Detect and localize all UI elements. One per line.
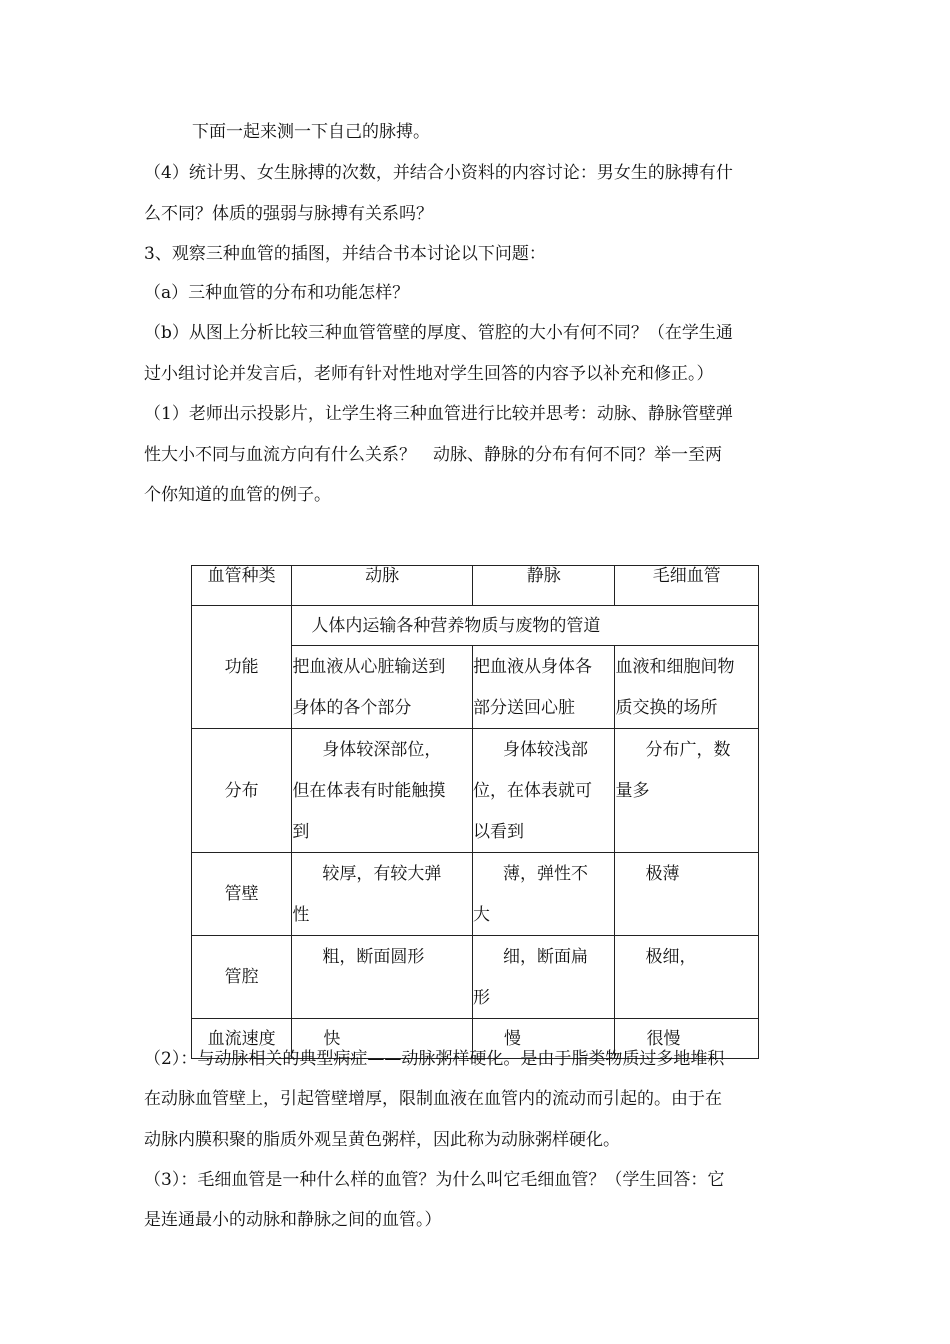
paragraph-section-3: 3、观察三种血管的插图，并结合书本讨论以下问题：	[144, 244, 546, 264]
wall-artery-cell: 较厚，有较大弹 性	[292, 853, 473, 936]
function-artery-cell: 把血液从心脏输送到 身体的各个部分	[292, 646, 473, 729]
paragraph-item-1-end: 个你知道的血管的例子。	[144, 485, 331, 505]
wall-capillary-cell: 极薄	[615, 853, 759, 936]
wall-vein-cell: 薄，弹性不 大	[472, 853, 615, 936]
speed-vein-cell: 慢	[472, 1019, 615, 1059]
table-row-lumen	[192, 936, 759, 1019]
paragraph-item-2-end: 动脉内膜积聚的脂质外观呈黄色粥样，因此称为动脉粥样硬化。	[144, 1130, 620, 1150]
paragraph-question-4-cont: 么不同？体质的强弱与脉搏有关系吗？	[144, 204, 433, 224]
header-artery: 动脉	[292, 566, 473, 606]
table-row-distribution	[192, 729, 759, 853]
paragraph-pulse-intro: 下面一起来测一下自己的脉搏。	[192, 122, 430, 142]
paragraph-question-a: （a）三种血管的分布和功能怎样？	[144, 283, 410, 303]
paragraph-item-1: （1）老师出示投影片，让学生将三种血管进行比较并思考：动脉、静脉管壁弹	[144, 404, 733, 424]
speed-artery-cell: 快	[292, 1019, 473, 1059]
paragraph-item-3-cont: 是连通最小的动脉和静脉之间的血管。）	[144, 1210, 442, 1230]
function-vein-cell: 把血液从身体各 部分送回心脏	[472, 646, 615, 729]
row-label-wall: 管壁	[192, 853, 292, 936]
table-row-function-common	[192, 606, 759, 646]
table-header-row	[192, 566, 759, 606]
row-label-lumen: 管腔	[192, 936, 292, 1019]
distribution-vein-cell: 身体较浅部 位，在体表就可 以看到	[472, 729, 615, 853]
paragraph-question-4: （4）统计男、女生脉搏的次数，并结合小资料的内容讨论：男女生的脉搏有什	[144, 163, 733, 183]
blood-vessel-comparison-table	[191, 565, 759, 1059]
lumen-artery-cell: 粗，断面圆形	[292, 936, 473, 1019]
row-label-function: 功能	[192, 606, 292, 729]
header-vessel-type: 血管种类	[192, 566, 292, 606]
paragraph-item-3: （3）：毛细血管是一种什么样的血管？为什么叫它毛细血管？（学生回答：它	[144, 1170, 725, 1190]
header-vein: 静脉	[472, 566, 615, 606]
paragraph-item-2: （2）：与动脉相关的典型病症——动脉粥样硬化。是由于脂类物质过多地堆积	[144, 1049, 725, 1069]
header-capillary: 毛细血管	[615, 566, 759, 606]
function-capillary-cell: 血液和细胞间物 质交换的场所	[615, 646, 759, 729]
distribution-capillary-cell: 分布广，数 量多	[615, 729, 759, 853]
lumen-capillary-cell: 极细，	[615, 936, 759, 1019]
distribution-artery-cell: 身体较深部位， 但在体表有时能触摸 到	[292, 729, 473, 853]
paragraph-question-b: （b）从图上分析比较三种血管管壁的厚度、管腔的大小有何不同？（在学生通	[144, 323, 733, 343]
lumen-vein-cell: 细，断面扁 形	[472, 936, 615, 1019]
row-label-speed: 血流速度	[192, 1019, 292, 1059]
paragraph-question-b-cont: 过小组讨论并发言后，老师有针对性地对学生回答的内容予以补充和修正。）	[144, 364, 714, 384]
row-label-distribution: 分布	[192, 729, 292, 853]
speed-capillary-cell: 很慢	[615, 1019, 759, 1059]
paragraph-item-2-cont: 在动脉血管壁上，引起管壁增厚，限制血液在血管内的流动而引起的。由于在	[144, 1089, 722, 1109]
table-row-wall	[192, 853, 759, 936]
function-common-cell: 人体内运输各种营养物质与废物的管道	[292, 606, 759, 646]
paragraph-item-1-cont: 性大小不同与血流方向有什么关系？ 动脉、静脉的分布有何不同？举一至两	[144, 445, 722, 465]
